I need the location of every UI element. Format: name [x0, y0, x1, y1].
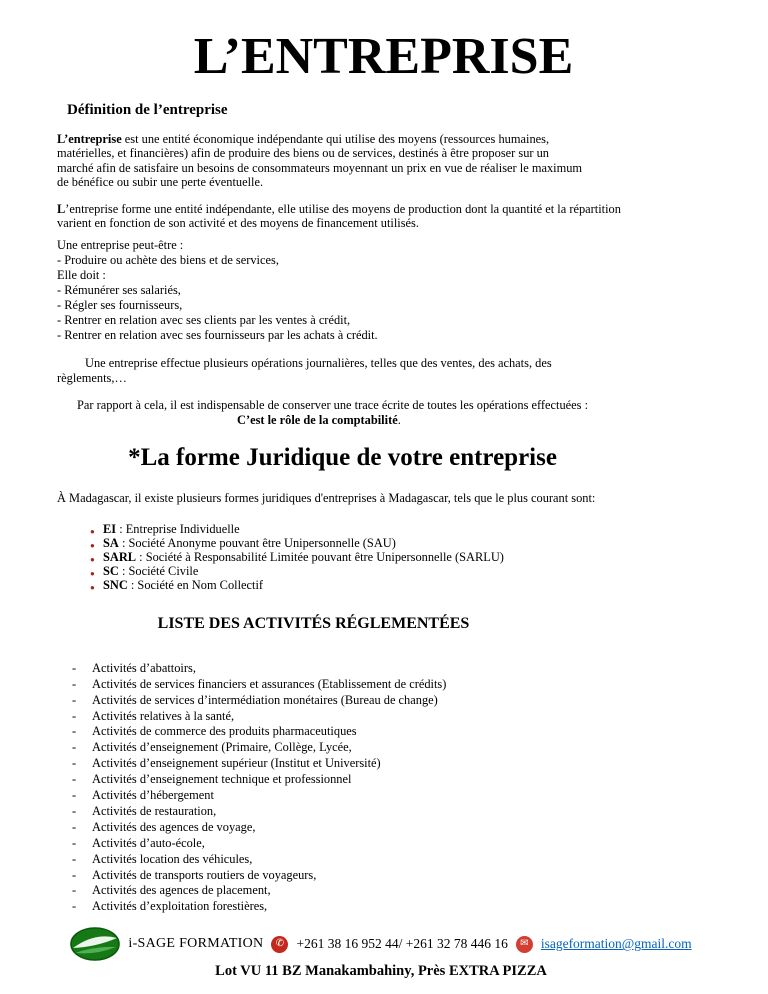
envelope-glyph: ✉ — [520, 938, 529, 950]
paragraph-line — [57, 132, 710, 146]
paragraph-line: Une entreprise effectue plusieurs opérations journalières, telles que des ventes, des achats, des — [85, 356, 552, 371]
list-item: - Activités de transports routiers de voyageurs, — [72, 868, 710, 884]
bold-comptabilite: C’est le rôle de la comptabilité — [237, 413, 398, 428]
obligation-line: Une entreprise peut-être : — [57, 238, 184, 253]
obligation-line: - Rentrer en relation avec ses fournisseurs par les achats à crédit. — [57, 328, 378, 343]
paragraph-line: de bénéfice ou subir une perte éventuelle. — [57, 174, 264, 189]
paragraph-definition — [57, 132, 710, 189]
page-title: L’ENTREPRISE — [193, 28, 574, 85]
phone-numbers: +261 38 16 952 44/ +261 32 78 446 16 — [296, 936, 508, 952]
envelope-icon — [516, 936, 533, 953]
phone-icon — [271, 936, 288, 953]
obligation-line: - Rentrer en relation avec ses clients par les ventes à crédit, — [57, 313, 351, 328]
legal-forms-list — [57, 523, 710, 593]
list-item — [90, 537, 710, 551]
paragraph-text: ’entreprise forme une entité indépendante, elle utilise des moyens de production dont la quantité et la répartition — [65, 202, 621, 217]
list-item: - Activités de restauration, — [72, 804, 710, 820]
bold-lead-entreprise: L’entreprise — [57, 132, 122, 147]
isage-logo-icon — [70, 927, 120, 961]
obligations-block — [57, 238, 710, 343]
address-line: Lot VU 11 BZ Manakambahiny, Près EXTRA PIZZA — [215, 963, 547, 980]
obligation-line: - Produire ou achète des biens et de services, — [57, 253, 279, 268]
paragraph-line — [57, 202, 710, 216]
email-link[interactable]: isageformation@gmail.com — [540, 936, 692, 952]
paragraph-line: matérielles, et financières) afin de produire des biens ou de services, destinés à être proposer sur un — [57, 146, 550, 161]
list-item: - Activités d’enseignement technique et professionnel — [72, 772, 710, 788]
list-item: - Activités de commerce des produits pharmaceutiques — [72, 724, 710, 740]
juridique-heading: *La forme Juridique de votre entreprise — [128, 444, 557, 472]
list-item: - Activités d’exploitation forestières, — [72, 899, 710, 915]
list-item: - Activités d’hébergement — [72, 788, 710, 804]
footer-contact-row — [32, 927, 730, 961]
obligation-line: Elle doit : — [57, 268, 106, 283]
form-abbr: SA — [103, 536, 119, 551]
list-item — [90, 579, 710, 593]
form-abbr: SNC — [103, 577, 128, 592]
obligation-line: - Régler ses fournisseurs, — [57, 298, 183, 313]
list-item: - Activités d’enseignement supérieur (Institut et Université) — [72, 756, 710, 772]
form-text: : Société Civile — [118, 563, 199, 578]
paragraph-operations — [57, 356, 710, 384]
list-item: - Activités relatives à la santé, — [72, 709, 710, 725]
juridique-intro: À Madagascar, il existe plusieurs formes juridiques d'entreprises à Madagascar, tels que le plus courant sont: — [57, 491, 596, 506]
obligation-line: - Rémunérer ses salariés, — [57, 283, 181, 298]
form-text: : Société à Responsabilité Limitée pouvant être Unipersonnelle (SARLU) — [136, 550, 504, 565]
activities-list — [57, 661, 710, 916]
period: . — [397, 413, 401, 428]
list-item: - Activités d’abattoirs, — [72, 661, 710, 677]
form-text: : Société Anonyme pouvant être Unipersonnelle (SAU) — [118, 536, 396, 551]
paragraph-entite — [57, 202, 710, 230]
org-name: i-SAGE FORMATION — [128, 936, 264, 952]
form-abbr: EI — [103, 522, 117, 537]
comptabilite-line — [57, 413, 710, 427]
list-item — [90, 523, 710, 537]
bold-lead-l: L — [57, 202, 66, 217]
list-item: - Activités de services financiers et assurances (Etablissement de crédits) — [72, 677, 710, 693]
paragraph-trace: Par rapport à cela, il est indispensable de conserver une trace écrite de toutes les opérations effectuées : — [77, 397, 589, 412]
list-item — [90, 565, 710, 579]
paragraph-line: varient en fonction de son activité et des moyens de financement utilisés. — [57, 216, 419, 231]
activities-heading: LISTE DES ACTIVITÉS RÉGLEMENTÉES — [157, 614, 470, 632]
paragraph-line: règlements,… — [57, 370, 127, 385]
paragraph-line: marché afin de satisfaire un besoins de consommateurs moyennant un prix en vue de réaliser le maximum — [57, 160, 583, 175]
list-item: - Activités location des véhicules, — [72, 852, 710, 868]
list-item — [90, 551, 710, 565]
paragraph-text: est une entité économique indépendante qui utilise des moyens (ressources humaines, — [121, 132, 550, 147]
definition-heading: Définition de l’entreprise — [67, 102, 228, 119]
form-text: : Entreprise Individuelle — [116, 522, 240, 537]
footer — [32, 927, 730, 980]
phone-glyph: ✆ — [275, 938, 285, 950]
list-item: - Activités des agences de voyage, — [72, 820, 710, 836]
form-abbr: SC — [103, 563, 119, 578]
form-abbr: SARL — [103, 550, 137, 565]
list-item: - Activités d’auto-école, — [72, 836, 710, 852]
list-item: - Activités des agences de placement, — [72, 883, 710, 899]
list-item: - Activités d’enseignement (Primaire, Collège, Lycée, — [72, 740, 710, 756]
list-item: - Activités de services d’intermédiation monétaires (Bureau de change) — [72, 693, 710, 709]
form-text: : Société en Nom Collectif — [127, 577, 264, 592]
